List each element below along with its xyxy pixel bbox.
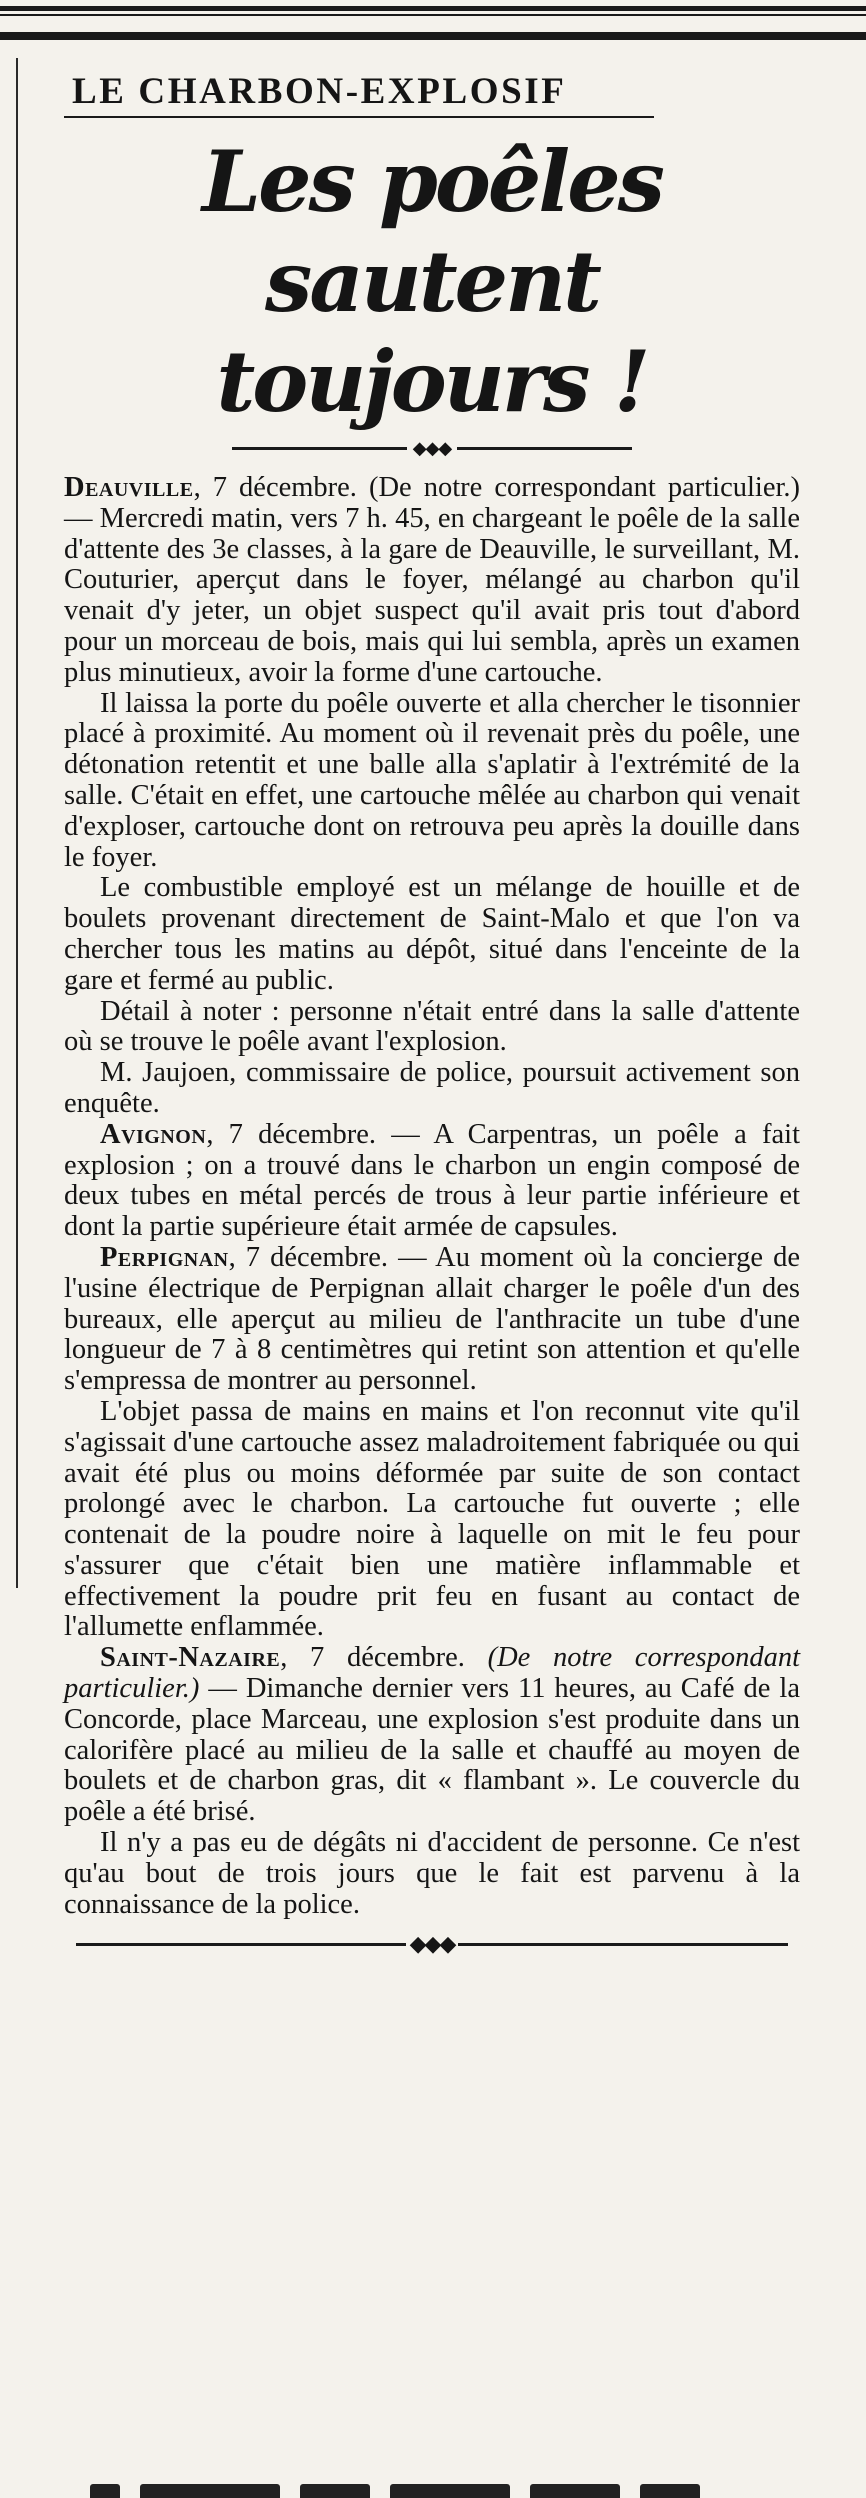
article-kicker: LE CHARBON-EXPLOSIF xyxy=(72,71,567,112)
ornament-rule-right xyxy=(457,447,632,450)
headline-line-1: Les poêles sautent xyxy=(202,132,662,331)
dateline-text: , 7 décembre. (De notre correspondant particulier.) — Mercredi matin, vers 7 h. 45, en chargeant le poêle de la salle d'attente des 3e classes, à la gare de Deauville, le surveillant, M. Couturier, aperçut dans le foyer, mélangé au charbon qu'il venait d'y jeter, un objet suspect qu'il avait pris tout d'abord pour un morceau de bois, mais qui lui sembla, après un examen plus minutieux, avoir la forme d'une cartouche. xyxy=(64,472,800,688)
headline-line-2: toujours ! xyxy=(216,332,648,431)
article-paragraph: M. Jaujoen, commissaire de police, poursuit activement son enquête. xyxy=(64,1057,800,1119)
article-paragraph: Il laissa la porte du poêle ouverte et alla chercher le tisonnier placé à proximité. Au moment où il revenait près du poêle, une détonation retentit et une balle alla s'aplatir à l'extrémité de la salle. C'était en effet, une cartouche mêlée au charbon qui venait d'exploser, cartouche dont on retrouva peu après la douille dans le foyer. xyxy=(64,687,800,873)
cropped-glyph xyxy=(390,2484,510,2498)
top-rule-thick xyxy=(0,6,866,11)
end-rule-right xyxy=(458,1943,788,1946)
ornament-rule-left xyxy=(232,447,407,450)
headline-ornament xyxy=(64,438,800,459)
cropped-glyph xyxy=(300,2484,370,2498)
dateline-text: , 7 décembre. — A Carpentras, un poêle a fait explosion ; on a trouvé dans le charbon un engin composé de deux tubes en métal percés de trous à leur partie inférieure et dont la partie supérieure était armée de capsules. xyxy=(64,1118,800,1243)
page-top-rules xyxy=(0,0,866,44)
ornament-diamonds: ◆◆◆ xyxy=(412,438,452,459)
dateline-text: , 7 décembre. — Au moment où la concierge de l'usine électrique de Perpignan allait charger le poêle d'un des bureaux, elle aperçut au milieu de l'anthracite un tube d'une longueur de 7 à 8 centimètres qui retint son attention et qu'elle s'empressa de montrer au personnel. xyxy=(64,1241,800,1397)
top-rule-thin xyxy=(0,14,866,16)
article-paragraph: L'objet passa de mains en mains et l'on reconnut vite qu'il s'agissait d'une cartouche assez maladroitement fabriquée ou qui avait été plus ou moins déformée par suite de son contact prolongé avec le charbon. La cartouche fut ouverte ; elle contenait de la poudre noire à laquelle on mit le feu pour s'assurer que c'était bien une matière inflammable et effectivement la poudre prit feu en fusant au contact de l'allumette enflammée. xyxy=(64,1395,800,1643)
cropped-glyph xyxy=(90,2484,120,2498)
article-headline xyxy=(64,132,800,432)
dateline-paragraph xyxy=(64,1643,800,1828)
column-left-rule xyxy=(16,58,18,1588)
cropped-glyph xyxy=(640,2484,700,2498)
cropped-glyph xyxy=(530,2484,620,2498)
dateline-place: Saint-Nazaire xyxy=(100,1642,281,1674)
dateline-paragraph xyxy=(64,1120,800,1243)
top-rule-heavy xyxy=(0,32,866,40)
dateline-place: Deauville xyxy=(64,472,194,503)
next-article-cropped-heading xyxy=(80,2474,840,2498)
article-paragraph: Le combustible employé est un mélange de houille et de boulets provenant directement de Saint-Malo et que l'on va chercher tous les matins au dépôt, situé dans l'enceinte de la gare et fermé au public. xyxy=(64,872,800,996)
article-column xyxy=(64,60,800,1957)
dateline-place: Perpignan xyxy=(100,1241,229,1273)
end-ornament xyxy=(64,1932,800,1957)
dateline-correspondent: (De notre correspondant particulier.) xyxy=(64,1642,800,1705)
article-body xyxy=(64,473,800,1920)
dateline-paragraph xyxy=(64,473,800,689)
dateline-place: Avignon xyxy=(100,1118,207,1150)
kicker-underline xyxy=(64,116,654,118)
dateline-paragraph xyxy=(64,1243,800,1397)
end-rule-left xyxy=(76,1943,406,1946)
end-diamonds: ◆◆◆ xyxy=(409,1932,455,1958)
dateline-date: , 7 décembre. xyxy=(280,1642,488,1674)
cropped-glyph xyxy=(140,2484,280,2498)
article-paragraph: Détail à noter : personne n'était entré dans la salle d'attente où se trouve le poêle avant l'explosion. xyxy=(64,995,800,1058)
dateline-text: — Dimanche dernier vers 11 heures, au Café de la Concorde, place Marceau, une explosion s'est produite dans un calorifère placé au milieu de la salle et chauffé au moyen de boulets et de charbon gras, dit « flambant ». Le couvercle du poêle a été brisé. xyxy=(64,1673,800,1828)
article-paragraph: Il n'y a pas eu de dégâts ni d'accident de personne. Ce n'est qu'au bout de trois jours que le fait est parvenu à la connaissance de la police. xyxy=(64,1827,800,1920)
